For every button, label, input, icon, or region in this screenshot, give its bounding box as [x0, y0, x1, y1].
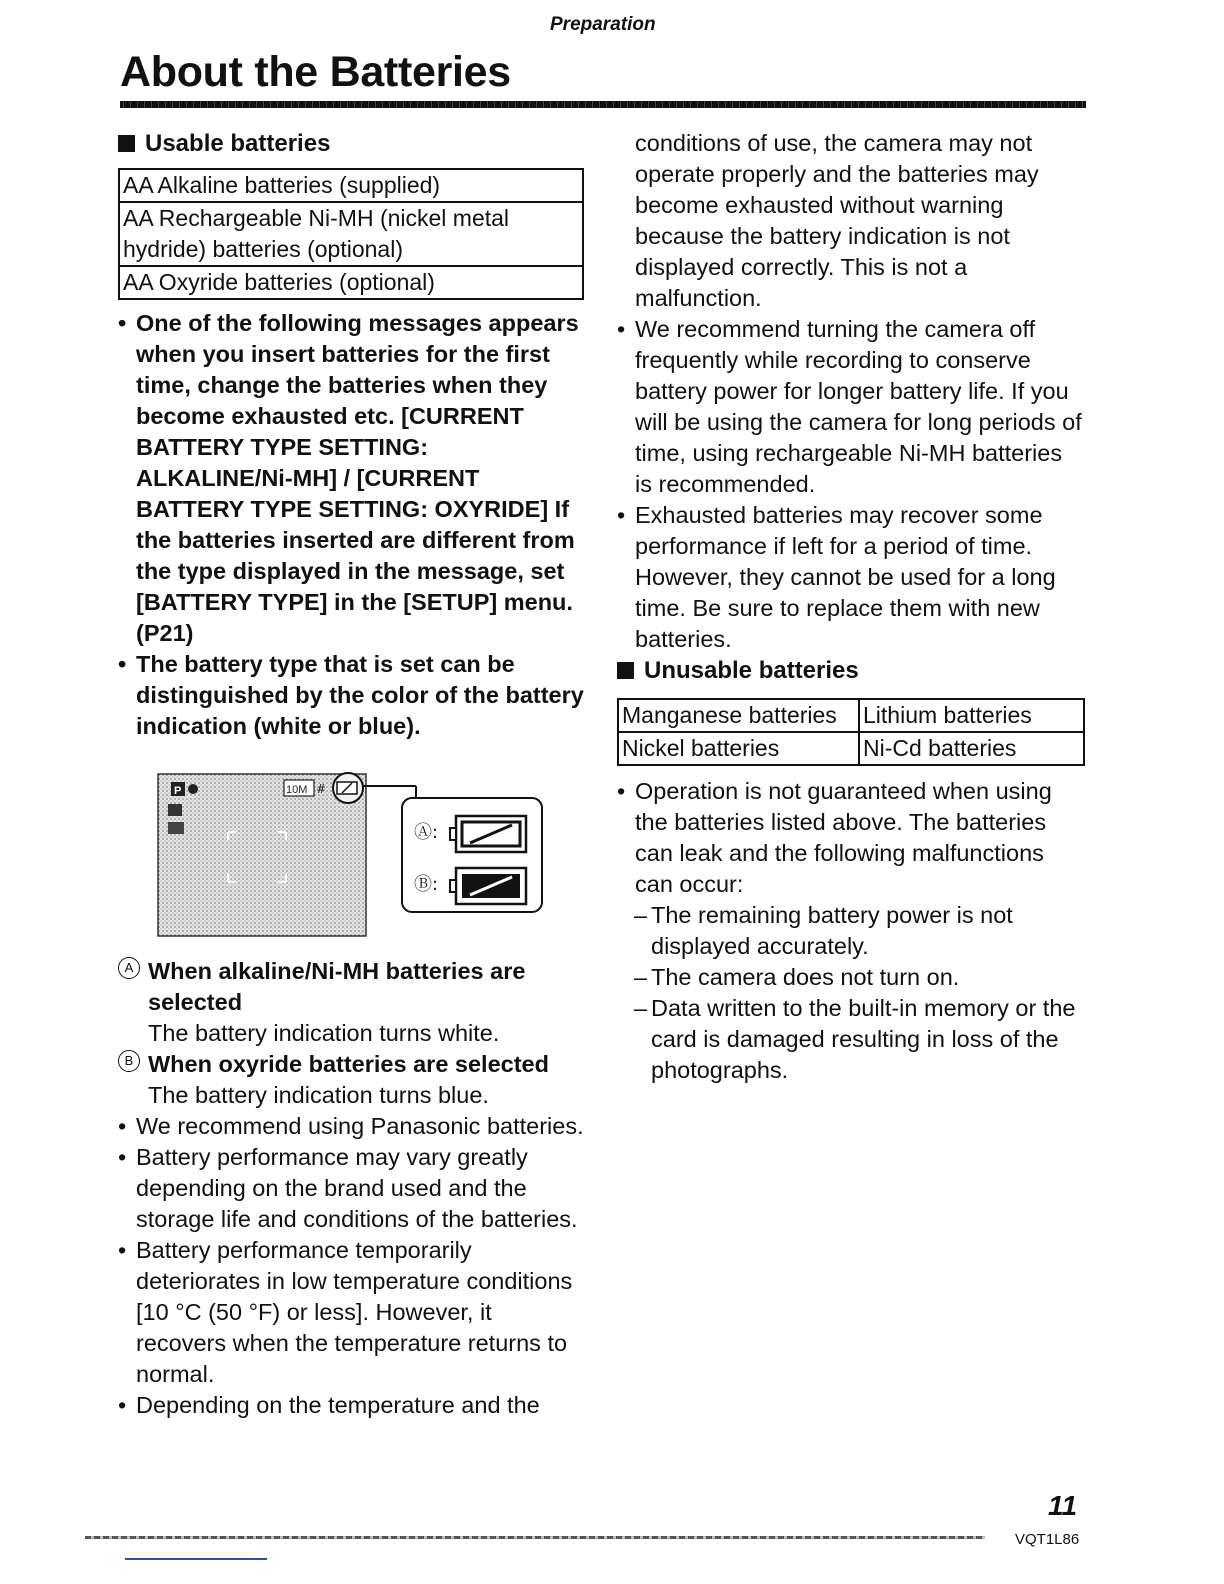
bullet-low-temperature: • Battery performance temporarily deteriorates in low temperature conditions [10 °C (50 °F) or less]. However, it recovers when the temperature returns to normal.: [118, 1235, 588, 1390]
battery-indication-figure: [118, 766, 588, 950]
table-cell: Manganese batteries: [618, 699, 859, 732]
section-label: Preparation: [550, 14, 656, 35]
note-a-heading: [118, 956, 588, 1018]
table-cell: AA Rechargeable Ni-MH (nickel metal hydride) batteries (optional): [119, 202, 583, 266]
table-row: [618, 699, 1084, 732]
table-row: [119, 202, 583, 266]
unusable-table: [617, 698, 1085, 766]
bullet-messages: • One of the following messages appears when you insert batteries for the first time, change the batteries when they become exhausted etc. [CURRENT BATTERY TYPE SETTING: ALKALINE/Ni-MH] / [CURRENT BATTERY TYPE SETTING: OXYRIDE] If the batteries inserted are different from the type displayed in the message, set [BATTERY TYPE] in the [SETUP] menu. (P21): [118, 308, 588, 649]
mode-p-label: P: [174, 785, 182, 797]
title-rule: [120, 101, 1086, 108]
dash-item: – The remaining battery power is not displayed accurately.: [634, 902, 1013, 959]
document-code: VQT1L86: [1015, 1531, 1080, 1548]
right-column: [617, 128, 1085, 1086]
bullet-temperature-conditions: • Depending on the temperature and the: [118, 1390, 588, 1421]
note-b-mark: B: [118, 1050, 140, 1072]
bullet-performance-brand: • Battery performance may vary greatly depending on the brand used and the storage life and conditions of the batteries.: [118, 1142, 588, 1235]
usable-table: [118, 168, 584, 300]
footer-rule: [85, 1536, 985, 1539]
usable-heading-text: Usable batteries: [145, 130, 331, 157]
flash-icon: [188, 784, 198, 794]
bullet-not-guaranteed: • Operation is not guaranteed when using the batteries listed above. The batteries can leak and the following malfunctions can occur:: [617, 776, 1085, 900]
callout-label-b: Ⓑ:: [414, 874, 439, 895]
note-a-body: The battery indication turns white.: [148, 1020, 500, 1046]
note-b-heading: [118, 1049, 588, 1080]
note-b-body: The battery indication turns blue.: [148, 1082, 489, 1108]
lcd-screen: [158, 774, 366, 936]
bullet-panasonic: • We recommend using Panasonic batteries.: [118, 1111, 588, 1142]
unusable-heading: [617, 655, 1085, 686]
dash-text: The remaining battery power is not displayed accurately.: [651, 902, 1013, 959]
table-row: [618, 732, 1084, 765]
dash-item: – Data written to the built-in memory or the card is damaged resulting in loss of the photographs.: [634, 995, 1076, 1083]
quality-icon: #: [316, 782, 327, 796]
note-a-heading-text: When alkaline/Ni-MH batteries are selected: [148, 958, 526, 1015]
footer-blue-line: [125, 1558, 267, 1560]
usable-heading: [118, 128, 588, 159]
table-cell: Lithium batteries: [859, 699, 1084, 732]
note-b-heading-text: When oxyride batteries are selected: [148, 1051, 549, 1077]
bullet-battery-color: • The battery type that is set can be distinguished by the color of the battery indication (white or blue).: [118, 649, 588, 742]
dash-item: – The camera does not turn on.: [634, 964, 960, 990]
square-bullet-icon: [617, 662, 634, 679]
resolution-label: 10M: [286, 784, 308, 796]
note-a-mark: A: [118, 957, 140, 979]
stabilizer-icon: [168, 822, 184, 834]
table-row: [119, 169, 583, 202]
page-title: About the Batteries: [120, 48, 511, 96]
dash-text: The camera does not turn on.: [651, 964, 960, 990]
unusable-heading-text: Unusable batteries: [644, 657, 859, 684]
table-cell: AA Alkaline batteries (supplied): [119, 169, 583, 202]
table-cell: Ni-Cd batteries: [859, 732, 1084, 765]
callout-label-a: Ⓐ:: [414, 822, 439, 843]
scene-icon: [168, 804, 182, 816]
dash-text: Data written to the built-in memory or the card is damaged resulting in loss of the photographs.: [651, 995, 1076, 1083]
square-bullet-icon: [118, 135, 135, 152]
page-number: 11: [1048, 1490, 1078, 1521]
table-row: [119, 266, 583, 299]
table-cell: Nickel batteries: [618, 732, 859, 765]
left-column: [118, 128, 588, 1421]
lcd-illustration: [118, 766, 588, 950]
table-cell: AA Oxyride batteries (optional): [119, 266, 583, 299]
bullet-turn-off: • We recommend turning the camera off frequently while recording to conserve battery power for longer battery life. If you will be using the camera for long periods of time, using rechargeable Ni-MH batteries is recommended.: [617, 314, 1085, 500]
bullet-exhausted-recover: • Exhausted batteries may recover some performance if left for a period of time. However, they cannot be used for a long time. Be sure to replace them with new batteries.: [617, 500, 1085, 655]
continuation-text: conditions of use, the camera may not operate properly and the batteries may become exhausted without warning because the battery indication is not displayed correctly. This is not a malfunction.: [635, 130, 1039, 311]
